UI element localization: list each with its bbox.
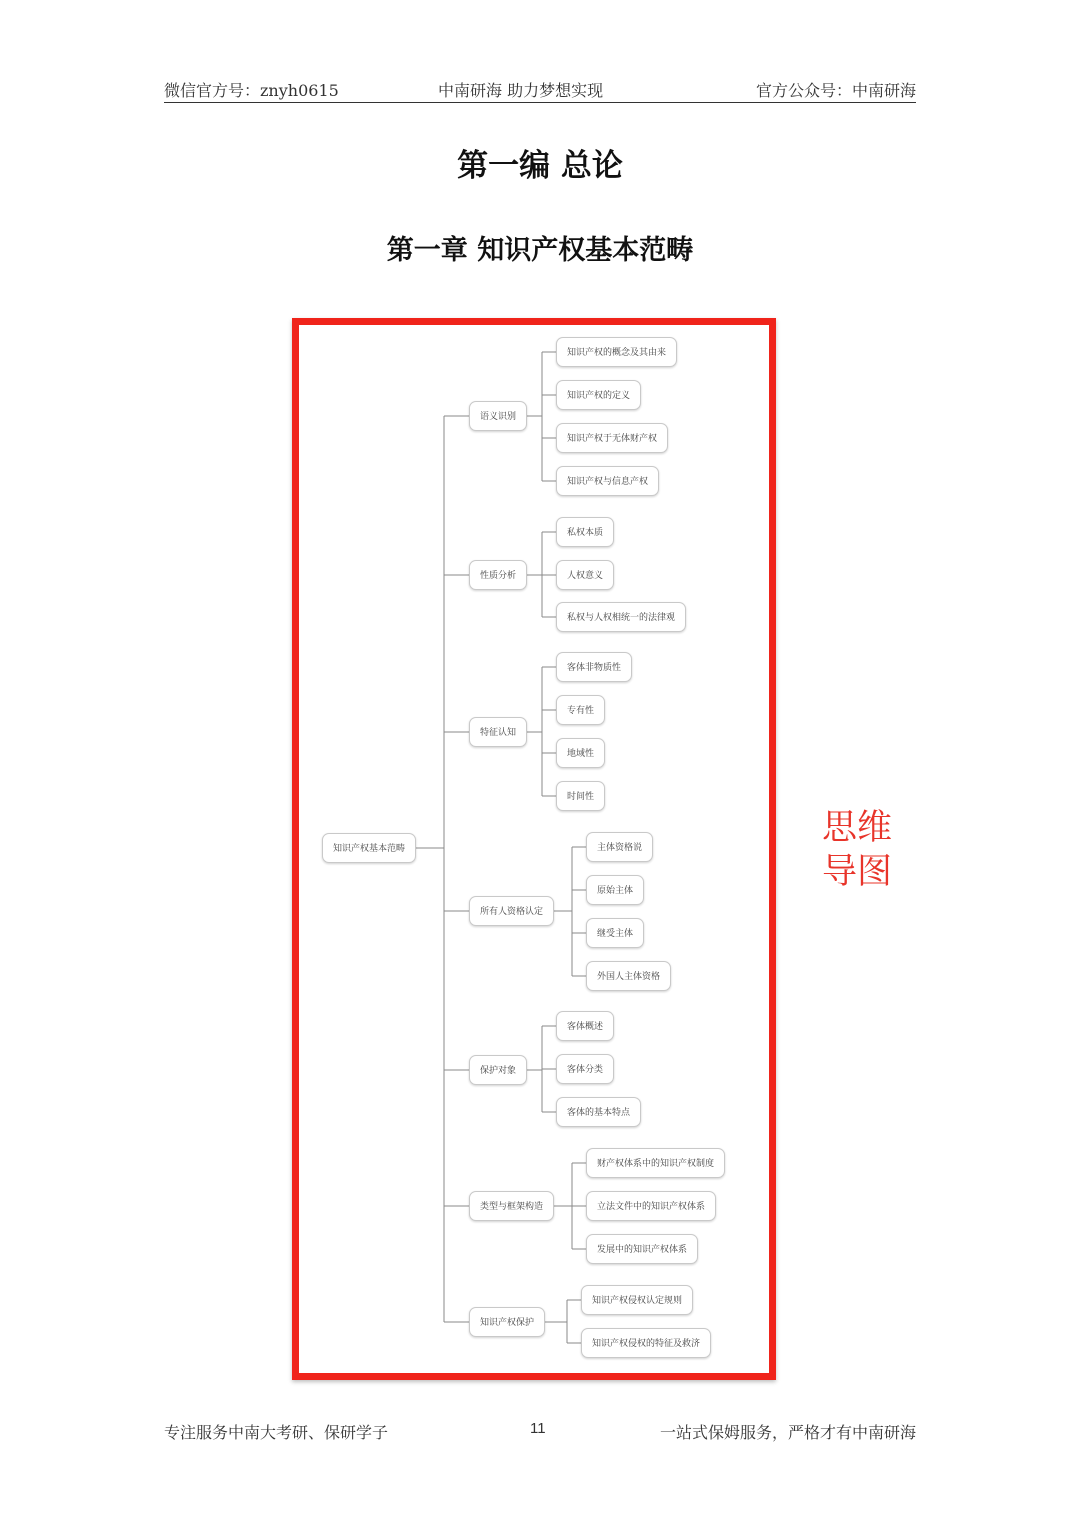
- mindmap-leaf: 地域性: [556, 738, 605, 768]
- mindmap-branch: 知识产权保护: [469, 1307, 545, 1337]
- part-title: 第一编 总论: [457, 148, 623, 184]
- mindmap-leaf: 客体分类: [556, 1054, 614, 1084]
- mindmap-leaf: 发展中的知识产权体系: [586, 1234, 698, 1264]
- mindmap-leaf: 知识产权的概念及其由来: [556, 337, 677, 367]
- mindmap-leaf: 客体非物质性: [556, 652, 632, 682]
- mindmap-annotation: [822, 806, 912, 894]
- annotation-line-1: 思维: [822, 808, 893, 848]
- mindmap-leaf: 知识产权与信息产权: [556, 466, 659, 496]
- mindmap-leaf: 时间性: [556, 781, 605, 811]
- mindmap-branch: 性质分析: [469, 560, 527, 590]
- header-right: 官方公众号：中南研海: [755, 81, 916, 100]
- mindmap-leaf: 客体概述: [556, 1011, 614, 1041]
- annotation-line-2: 导图: [822, 852, 893, 892]
- mindmap-leaf: 外国人主体资格: [586, 961, 671, 991]
- page-number: 11: [530, 1420, 546, 1437]
- mindmap-leaf: 继受主体: [586, 918, 644, 948]
- chapter-title: 第一章 知识产权基本范畴: [386, 235, 694, 266]
- mindmap-leaf: 主体资格说: [586, 832, 653, 862]
- mindmap-leaf: 知识产权侵权认定规则: [581, 1285, 693, 1315]
- mindmap-leaf: 原始主体: [586, 875, 644, 905]
- mindmap-leaf: 知识产权侵权的特征及救济: [581, 1328, 711, 1358]
- mindmap-leaf: 专有性: [556, 695, 605, 725]
- footer-left: 专注服务中南大考研、保研学子: [164, 1423, 389, 1442]
- mindmap-branch: 保护对象: [469, 1055, 527, 1085]
- mindmap-leaf: 知识产权于无体财产权: [556, 423, 668, 453]
- mindmap-leaf: 私权本质: [556, 517, 614, 547]
- mindmap-leaf: 知识产权的定义: [556, 380, 641, 410]
- mindmap-leaf: 私权与人权相统一的法律观: [556, 602, 686, 632]
- mindmap-branch: 特征认知: [469, 717, 527, 747]
- mindmap-leaf: 客体的基本特点: [556, 1097, 641, 1127]
- mindmap-branch: 类型与框架构造: [469, 1191, 554, 1221]
- mindmap-root: 知识产权基本范畴: [322, 833, 416, 863]
- mindmap-leaf: 人权意义: [556, 560, 614, 590]
- mindmap-branch: 所有人资格认定: [469, 896, 554, 926]
- header-left: 微信官方号：znyh0615: [164, 81, 339, 100]
- footer-right: 一站式保姆服务，严格才有中南研海: [659, 1423, 916, 1442]
- mindmap-branch: 语义识别: [469, 401, 527, 431]
- mindmap-leaf: 财产权体系中的知识产权制度: [586, 1148, 725, 1178]
- mindmap-leaf: 立法文件中的知识产权体系: [586, 1191, 716, 1221]
- header-center: 中南研海 助力梦想实现: [438, 81, 604, 100]
